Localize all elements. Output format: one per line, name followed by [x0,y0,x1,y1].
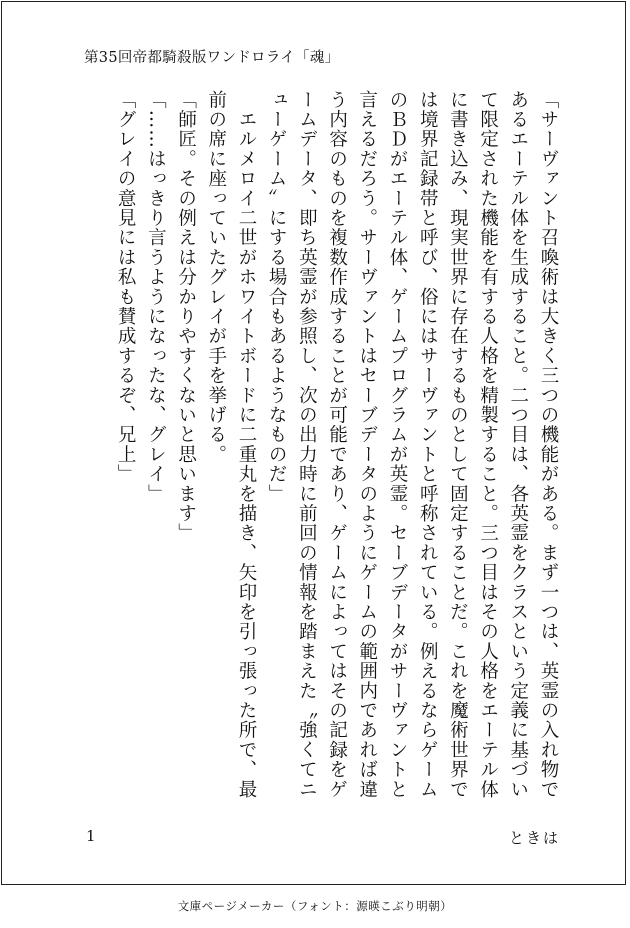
text-column: は境界記録帯と呼び、俗にはサーヴァントと呼称されている。例えるならゲーム [417,90,439,800]
text-column: のＢＤがエーテル体、ゲームプログラムが英霊。セーブデータがサーヴァントと [386,90,408,800]
text-column: ューゲーム〟にする場合もあるようなものだ」 [266,90,288,504]
text-column: 「師匠。その例えは分かりやすくないと思います」 [175,90,197,544]
page-title: 第35回帝都騎殺版ワンドロライ「魂」 [84,50,340,66]
text-column: 「サーヴァント召喚術は大きく三つの機能がある。まず一つは、英霊の入れ物で [538,90,559,800]
footer-credit: 文庫ページメーカー（フォント：源暎こぶり明朝） [177,899,453,913]
text-column: あるエーテル体を生成すること。二つ目は、各英霊をクラスという定義に基づい [507,90,529,800]
page-number: 1 [86,827,96,845]
text-column: エルメロイ二世がホワイトボードに二重丸を描き、矢印を引っ張った所で、最 [235,90,257,800]
text-column: 言えるだろう。サーヴァントはセーブデータのようにゲームの範囲内であれば違 [356,90,378,800]
text-column: 「……はっきり言うようになったな、グレイ」 [145,90,167,504]
text-column: 「グレイの意見には私も賛成するぞ、兄上」 [115,90,137,484]
author-name: ときは [509,829,561,847]
body-text [110,90,563,800]
text-column: う内容のものを複数作成することが可能であり、ゲームによってはその記録をゲ [326,90,348,800]
text-column: て限定された機能を有する人格を精製すること。三つ目はその人格をエーテル体 [477,90,499,800]
text-column: に書き込み、現実世界に存在するものとして固定することだ。これを魔術世界で [447,90,469,800]
text-column: ームデータ、即ち英霊が参照し、次の出力時に前回の情報を踏まえた〝強くてニ [296,90,318,800]
text-column: 前の席に座っていたグレイが手を挙げる。 [205,90,227,465]
page-frame [1,1,626,885]
